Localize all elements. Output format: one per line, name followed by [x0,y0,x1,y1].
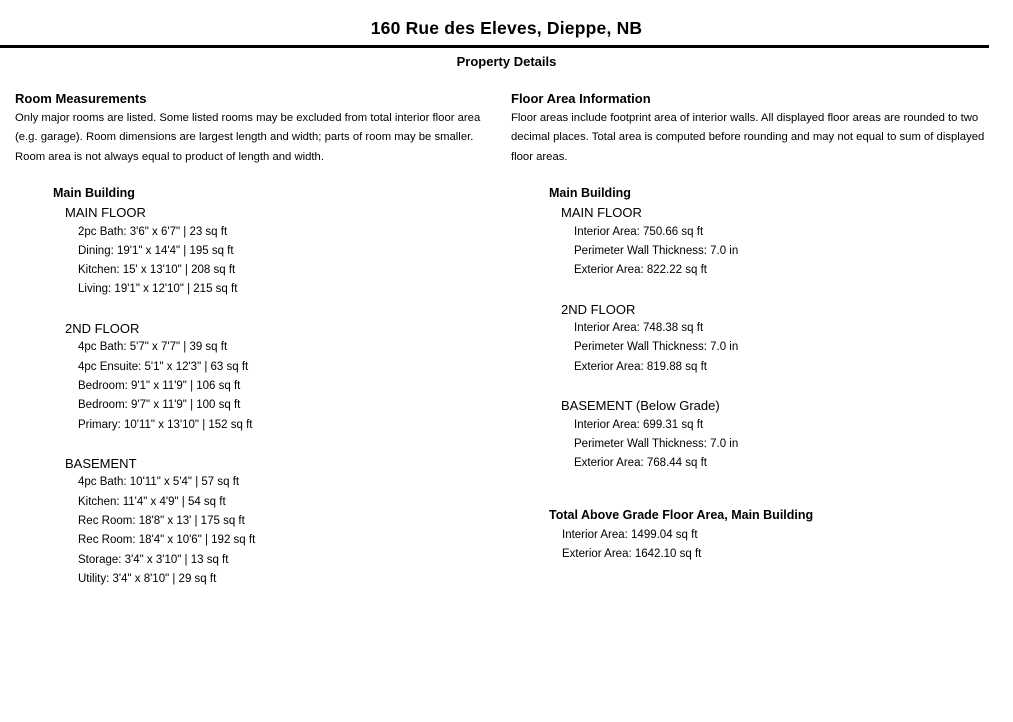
floor-block-basement [15,454,496,589]
area-block-main-floor [511,203,992,280]
header-divider [0,45,989,48]
room-measurement-item: Dining: 19'1" x 14'4" | 195 sq ft [78,244,234,257]
floor-name: BASEMENT [65,456,137,472]
room-measurement-item: Rec Room: 18'4" x 10'6" | 192 sq ft [78,534,256,547]
floor-area-item: Interior Area: 699.31 sq ft [574,418,704,431]
room-measurement-item: 4pc Ensuite: 5'1" x 12'3" | 63 sq ft [78,360,249,373]
room-measurements-heading: Room Measurements [15,90,147,106]
page-title: 160 Rue des Eleves, Dieppe, NB [370,18,643,38]
floor-area-item: Exterior Area: 822.22 sq ft [574,264,707,277]
room-measurement-item: Bedroom: 9'1" x 11'9" | 106 sq ft [78,379,241,392]
floor-area-item: Perimeter Wall Thickness: 7.0 in [574,244,739,257]
floor-area-building [511,184,992,473]
description-line: decimal places. Total area is computed before rounding and may not equal to sum of displayed [511,131,985,143]
room-measurement-item: 2pc Bath: 3'6" x 6'7" | 23 sq ft [78,225,228,238]
description-line: Only major rooms are listed. Some listed rooms may be excluded from total interior floor area [15,111,481,124]
floor-name: BASEMENT (Below Grade) [561,398,720,414]
area-block-2nd-floor [511,300,992,377]
room-measurement-item: Rec Room: 18'8" x 13' | 175 sq ft [78,515,245,528]
description-line: floor areas. [511,150,568,163]
floor-block-main-floor [15,203,496,299]
content-columns [0,91,1013,590]
room-measurement-item: Bedroom: 9'7" x 11'9" | 100 sq ft [78,399,241,412]
floor-name: MAIN FLOOR [65,205,146,221]
floor-area-description [511,109,992,168]
room-measurement-item: 4pc Bath: 10'11" x 5'4" | 57 sq ft [78,476,240,489]
document-header [0,0,1013,69]
floor-name: 2ND FLOOR [65,321,140,337]
floor-name: 2ND FLOOR [561,301,636,317]
building-name: Main Building [53,186,135,200]
room-measurement-item: 4pc Bath: 5'7" x 7'7" | 39 sq ft [78,341,228,354]
floor-area-item: Interior Area: 750.66 sq ft [574,225,704,238]
room-measurement-item: Utility: 3'4" x 8'10" | 29 sq ft [78,572,217,585]
description-line: Room area is not always equal to product of length and width. [15,150,324,163]
room-measurement-item: Kitchen: 15' x 13'10" | 208 sq ft [78,264,236,277]
floor-name: MAIN FLOOR [561,205,642,221]
total-area-item: Exterior Area: 1642.10 sq ft [562,548,702,561]
floor-block-2nd-floor [15,319,496,435]
total-area-heading: Total Above Grade Floor Area, Main Building [549,508,814,523]
page-subtitle: Property Details [456,53,557,69]
floor-area-item: Exterior Area: 819.88 sq ft [574,360,707,373]
floor-area-item: Interior Area: 748.38 sq ft [574,322,704,335]
room-measurement-item: Kitchen: 11'4" x 4'9" | 54 sq ft [78,495,226,508]
description-line: (e.g. garage). Room dimensions are largest length and width; parts of room may be smaller. [15,131,474,143]
total-above-grade-block [511,506,992,564]
floor-area-section [496,91,992,590]
floor-area-item: Exterior Area: 768.44 sq ft [574,457,707,470]
total-area-item: Interior Area: 1499.04 sq ft [562,528,698,541]
room-measurements-section [0,91,496,590]
floor-area-item: Perimeter Wall Thickness: 7.0 in [574,437,739,450]
room-measurement-item: Storage: 3'4" x 3'10" | 13 sq ft [78,553,229,566]
room-measurement-item: Primary: 10'11" x 13'10" | 152 sq ft [78,418,253,431]
building-name: Main Building [549,186,631,200]
floor-area-heading: Floor Area Information [511,90,651,106]
floor-area-item: Perimeter Wall Thickness: 7.0 in [574,341,739,354]
room-measurements-description [15,109,496,168]
description-line: Floor areas include footprint area of interior walls. All displayed floor areas are rounded to two [511,111,979,124]
room-measurement-item: Living: 19'1" x 12'10" | 215 sq ft [78,283,238,296]
area-block-basement [511,396,992,473]
room-measurements-building [15,184,496,589]
